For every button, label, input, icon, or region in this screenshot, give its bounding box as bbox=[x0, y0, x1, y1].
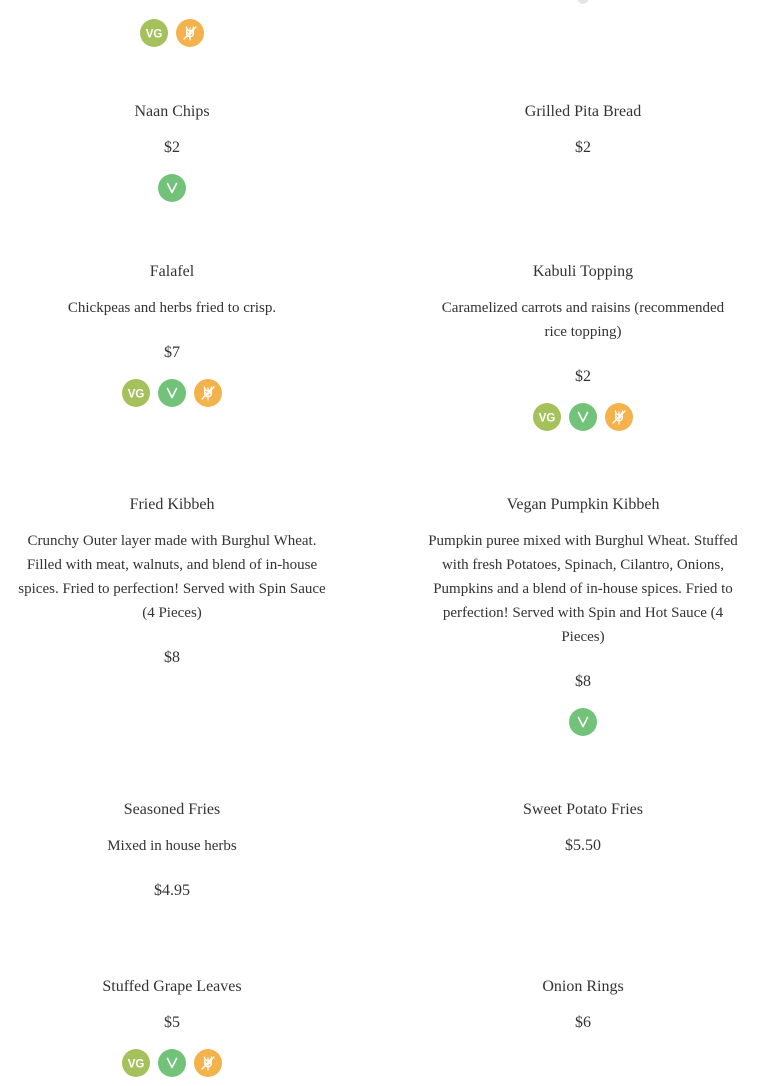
vegetarian-icon bbox=[158, 379, 186, 407]
item-name: Stuffed Grape Leaves bbox=[102, 978, 242, 995]
svg-text:VG: VG bbox=[538, 412, 556, 424]
item-price: $8 bbox=[164, 649, 180, 666]
item-price: $2 bbox=[575, 139, 591, 156]
vegetarian-icon bbox=[569, 708, 597, 736]
gluten-free-icon bbox=[194, 1049, 222, 1077]
item-description: Pumpkin puree mixed with Burghul Wheat. Stuffed with fresh Potatoes, Spinach, Cilantro, Onions, Pumpkins and a blend of in-house spices. Fried to perfection! Served with Spin and Hot Sauce (4 Pieces) bbox=[428, 533, 738, 645]
svg-text:VG: VG bbox=[145, 28, 163, 40]
partial-badge bbox=[578, 0, 588, 4]
item-price: $5.50 bbox=[565, 837, 601, 854]
menu-item-sweet-potato-fries[interactable] bbox=[423, 800, 743, 856]
item-description: Caramelized carrots and raisins (recommended rice topping) bbox=[441, 300, 725, 340]
item-name: Naan Chips bbox=[134, 103, 210, 120]
dietary-badges bbox=[423, 708, 743, 736]
dietary-badges bbox=[12, 1049, 332, 1077]
item-price: $8 bbox=[575, 673, 591, 690]
item-price: $2 bbox=[575, 368, 591, 385]
vegan-icon bbox=[140, 19, 168, 47]
vegetarian-icon bbox=[158, 1049, 186, 1077]
menu-item-onion-rings[interactable] bbox=[423, 977, 743, 1033]
dietary-badges bbox=[12, 174, 332, 202]
gluten-free-icon bbox=[176, 19, 204, 47]
menu-item-stuffed-grape-leaves[interactable] bbox=[12, 977, 332, 1077]
item-price: $4.95 bbox=[154, 882, 190, 899]
item-description: Chickpeas and herbs fried to crisp. bbox=[67, 300, 277, 316]
item-name: Onion Rings bbox=[542, 978, 624, 995]
vegan-icon bbox=[122, 379, 150, 407]
item-name: Seasoned Fries bbox=[123, 801, 221, 818]
item-name: Kabuli Topping bbox=[532, 263, 634, 280]
menu-item-falafel[interactable] bbox=[12, 262, 332, 407]
menu-item-seasoned-fries[interactable] bbox=[12, 800, 332, 901]
menu-item-grilled-pita-bread[interactable] bbox=[423, 102, 743, 158]
item-name: Fried Kibbeh bbox=[129, 496, 215, 513]
dietary-badges bbox=[12, 19, 332, 47]
item-name: Falafel bbox=[149, 263, 195, 280]
svg-text:VG: VG bbox=[127, 388, 145, 400]
vegan-icon bbox=[122, 1049, 150, 1077]
item-price: $6 bbox=[575, 1014, 591, 1031]
item-description: Mixed in house herbs bbox=[107, 838, 237, 854]
item-price: $5 bbox=[164, 1014, 180, 1031]
item-name: Grilled Pita Bread bbox=[524, 103, 642, 120]
menu-item-vegan-pumpkin-kibbeh[interactable] bbox=[423, 495, 743, 736]
vegetarian-icon bbox=[158, 174, 186, 202]
vegan-icon bbox=[533, 403, 561, 431]
item-name: Sweet Potato Fries bbox=[523, 801, 643, 818]
menu-item-naan-chips[interactable] bbox=[12, 102, 332, 202]
menu-item-fried-kibbeh[interactable] bbox=[12, 495, 332, 668]
dietary-badges bbox=[12, 379, 332, 407]
item-name: Vegan Pumpkin Kibbeh bbox=[506, 496, 660, 513]
item-description: Crunchy Outer layer made with Burghul Wheat. Filled with meat, walnuts, and blend of in-house spices. Fried to perfection! Served with Spin Sauce (4 Pieces) bbox=[18, 533, 326, 621]
vegetarian-icon bbox=[569, 403, 597, 431]
item-price: $2 bbox=[164, 139, 180, 156]
menu-item-kabuli-topping[interactable] bbox=[423, 262, 743, 431]
top-left-badges bbox=[12, 19, 332, 47]
item-price: $7 bbox=[164, 344, 180, 361]
gluten-free-icon bbox=[605, 403, 633, 431]
svg-text:VG: VG bbox=[127, 1058, 145, 1070]
dietary-badges bbox=[423, 403, 743, 431]
gluten-free-icon bbox=[194, 379, 222, 407]
